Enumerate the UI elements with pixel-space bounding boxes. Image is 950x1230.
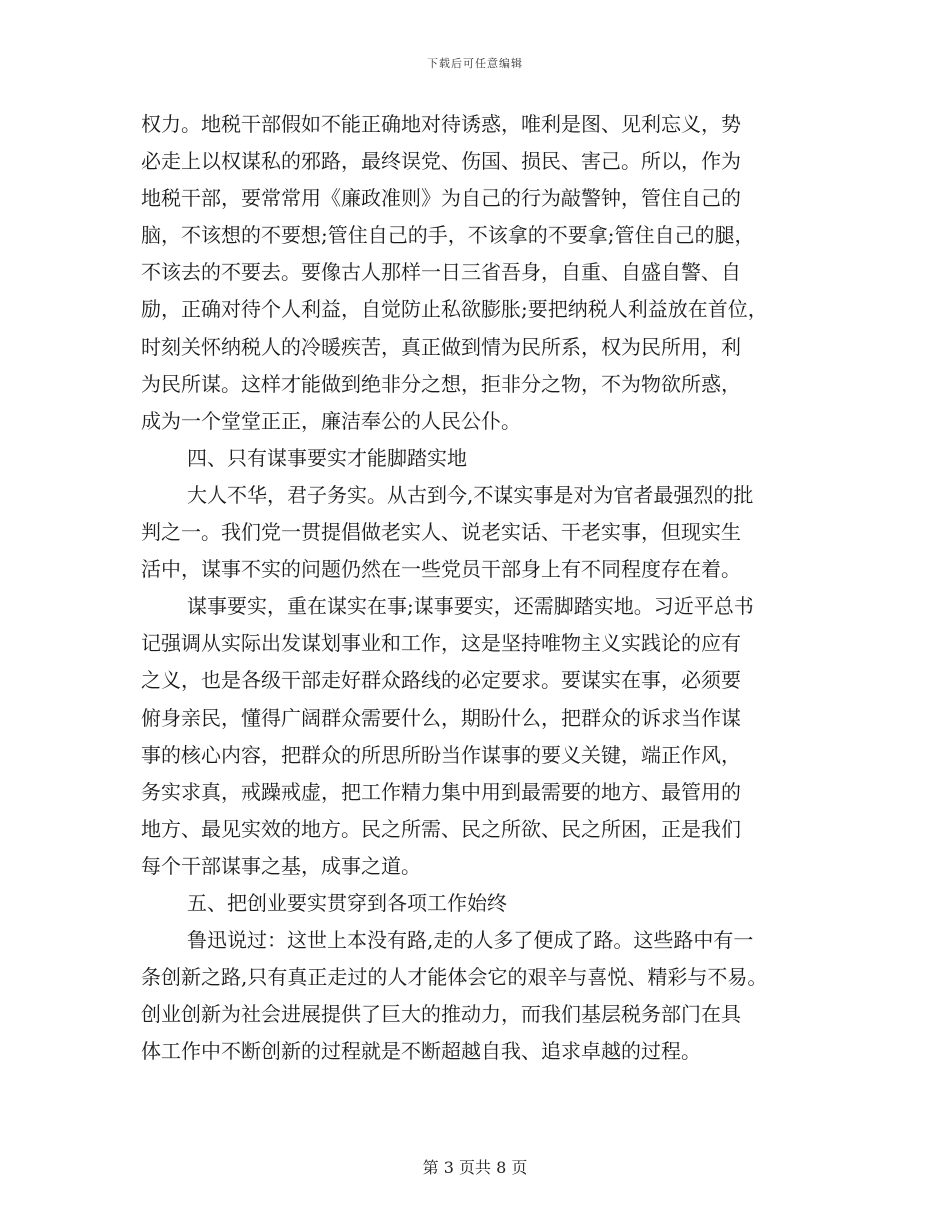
- text-line: 每个干部谋事之基，成事之道。: [141, 853, 421, 878]
- text-line: 必走上以权谋私的邪路，最终误党、伤国、损民、害己。所以，作为: [141, 149, 741, 174]
- text-line: 记强调从实际出发谋划事业和工作，这是坚持唯物主义实践论的应有: [141, 631, 741, 656]
- text-line: 励，正确对待个人利益，自觉防止私欲膨胀;要把纳税人利益放在首位，: [141, 297, 768, 322]
- text-line: 活中，谋事不实的问题仍然在一些党员干部身上有不同程度存在着。: [141, 557, 741, 582]
- text-line: 时刻关怀纳税人的冷暖疾苦，真正做到情为民所系，权为民所用，利: [141, 334, 741, 359]
- page-header: 下载后可任意编辑: [427, 57, 523, 70]
- text-line: 地税干部，要常常用《廉政准则》为自己的行为敲警钟，管住自己的: [141, 186, 741, 211]
- text-line: 务实求真，戒躁戒虚，把工作精力集中用到最需要的地方、最管用的: [141, 779, 741, 804]
- text-line: 大人不华，君子务实。从古到今,不谋实事是对为官者最强烈的批: [187, 482, 754, 507]
- text-line: 事的核心内容，把群众的所思所盼当作谋事的要义关键，端正作风，: [141, 742, 741, 767]
- text-line: 谋事要实，重在谋实在事;谋事要实，还需脚踏实地。习近平总书: [187, 594, 754, 619]
- text-line: 鲁迅说过：这世上本没有路,走的人多了便成了路。这些路中有一: [187, 928, 754, 953]
- text-line: 判之一。我们党一贯提倡做老实人、说老实话、干老实事，但现实生: [141, 520, 741, 545]
- text-line: 之义，也是各级干部走好群众路线的必定要求。要谋实在事，必须要: [141, 668, 741, 693]
- text-line: 权力。地税干部假如不能正确地对待诱惑，唯利是图、见利忘义，势: [141, 112, 741, 136]
- text-line: 四、只有谋事要实才能脚踏实地: [187, 445, 467, 470]
- text-line: 俯身亲民，懂得广阔群众需要什么，期盼什么，把群众的诉求当作谋: [141, 705, 741, 730]
- text-line: 成为一个堂堂正正，廉洁奉公的人民公仆。: [141, 408, 521, 433]
- text-line: 不该去的不要去。要像古人那样一日三省吾身，自重、自盛自警、自: [141, 260, 741, 285]
- text-line: 体工作中不断创新的过程就是不断超越自我、追求卓越的过程。: [141, 1039, 701, 1064]
- document-body: [141, 106, 821, 1070]
- text-line: 五、把创业要实贯穿到各项工作始终: [187, 890, 507, 915]
- text-line: 为民所谋。这样才能做到绝非分之想，拒非分之物，不为物欲所惑，: [141, 371, 741, 396]
- text-line: 创业创新为社会进展提供了巨大的推动力，而我们基层税务部门在具: [141, 1002, 741, 1027]
- text-line: 条创新之路,只有真正走过的人才能体会它的艰辛与喜悦、精彩与不易。: [141, 965, 768, 990]
- text-line: 脑，不该想的不要想;管住自己的手，不该拿的不要拿;管住自己的腿，: [141, 223, 755, 248]
- text-line: 地方、最见实效的地方。民之所需、民之所欲、民之所困，正是我们: [141, 816, 741, 841]
- page-footer: 第 3 页共 8 页: [422, 1158, 528, 1177]
